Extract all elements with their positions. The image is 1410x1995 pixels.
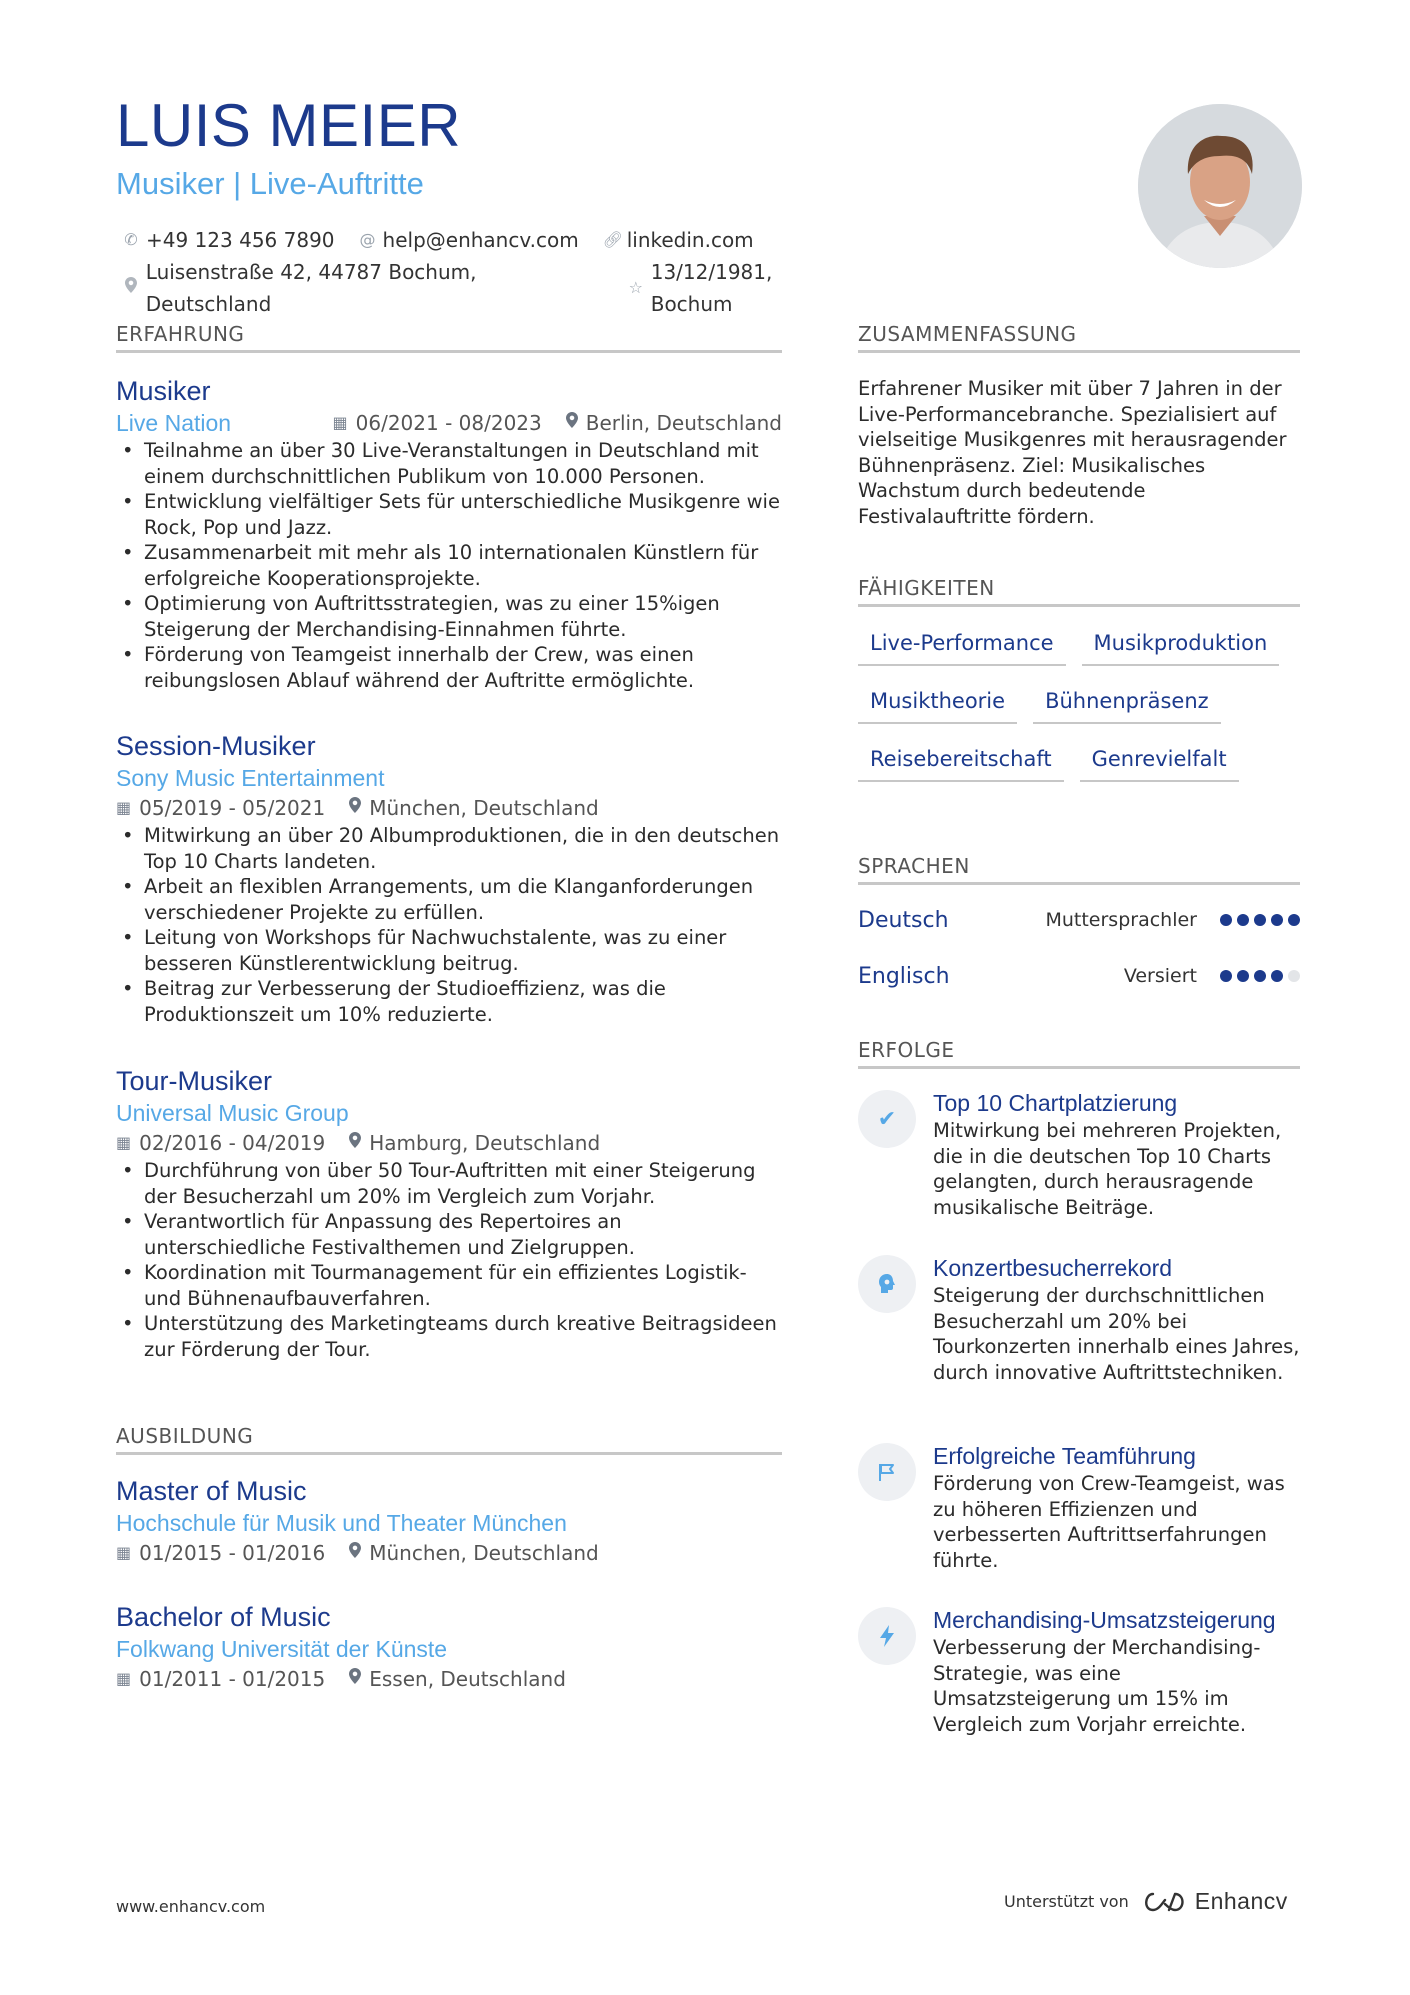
achievement-desc: Verbesserung der Merchandising-Strategie, was eine Umsatzsteigerung um 15% im Vergleich zum Vorjahr erreichte.: [933, 1636, 1261, 1736]
language-level: Muttersprachler: [1045, 909, 1197, 931]
list-item: • Beitrag zur Verbesserung der Studioeffizienz, was die Produktionszeit um 10% reduzierte.: [116, 976, 782, 1027]
phone-text: +49 123 456 7890: [146, 228, 335, 252]
profile-photo: [1138, 104, 1302, 268]
rating-dot-filled: [1271, 970, 1283, 982]
education-meta: [116, 1538, 782, 1568]
job-dates: 06/2021 - 08/2023: [355, 411, 542, 435]
achievement-desc: Mitwirkung bei mehreren Projekten, die in die deutschen Top 10 Charts gelangten, durch herausragende musikalische Beiträge.: [933, 1119, 1282, 1219]
achievement-title: Erfolgreiche Teamführung: [933, 1443, 1196, 1469]
job-title: Tour-Musiker: [116, 1066, 273, 1096]
rating-dot-filled: [1237, 914, 1249, 926]
list-item: • Förderung von Teamgeist innerhalb der Crew, was einen reibungslosen Ablauf während der Auftritte ermöglichte.: [116, 642, 782, 693]
birth-contact: [627, 256, 858, 320]
at-icon: @: [359, 230, 376, 249]
rating-dot-filled: [1220, 914, 1232, 926]
summary-text: Erfahrener Musiker mit über 7 Jahren in der Live-Performancebranche. Spezialisiert auf vielseitige Musikgenres mit herausragender Bühnenpräsenz. Ziel: Musikalisches Wachstum durch bedeutende Festivalauftritte fördern.: [858, 377, 1287, 528]
job-title: Musiker: [116, 376, 211, 406]
language-rating: [1215, 970, 1300, 982]
link-icon: 🔗︎: [602, 230, 624, 249]
rating-dot-filled: [1254, 970, 1266, 982]
language-level: Versiert: [1123, 965, 1197, 987]
footer-brand: [1004, 1888, 1288, 1915]
language-row: [858, 892, 1300, 948]
job-dates: 02/2016 - 04/2019: [139, 1131, 326, 1155]
address-text: Luisenstraße 42, 44787 Bochum, Deutschland: [145, 260, 477, 316]
company-name: Universal Music Group: [116, 1100, 349, 1126]
rating-dot-filled: [1220, 970, 1232, 982]
job-bullets: [116, 823, 782, 1027]
company-name: Live Nation: [116, 410, 232, 436]
education-heading: AUSBILDUNG: [116, 1424, 782, 1455]
list-item: • Koordination mit Tourmanagement für ein effizientes Logistik- und Bühnenaufbauverfahren.: [116, 1260, 782, 1311]
achievement-title: Konzertbesucherrekord: [933, 1255, 1173, 1281]
location-pin-icon: [566, 408, 578, 438]
achievement-title: Top 10 Chartplatzierung: [933, 1090, 1178, 1116]
location-pin-icon: [349, 1538, 361, 1568]
company-name: Sony Music Entertainment: [116, 765, 385, 791]
list-item: • Entwicklung vielfältiger Sets für unterschiedliche Musikgenre wie Rock, Pop und Jazz.: [116, 489, 782, 540]
skill-tag: Musiktheorie: [858, 682, 1017, 724]
job-location: München, Deutschland: [369, 796, 599, 820]
location-pin-icon: [349, 1128, 361, 1158]
calendar-icon: ▦: [116, 798, 132, 817]
achievement-item: [858, 1441, 1300, 1573]
job-meta: [116, 793, 782, 823]
calendar-icon: ▦: [116, 1133, 132, 1152]
skill-tag: Genrevielfalt: [1080, 740, 1239, 782]
list-item: • Unterstützung des Marketingteams durch kreative Beitragsideen zur Förderung der Tour.: [116, 1311, 782, 1362]
education-location: Essen, Deutschland: [369, 1667, 566, 1691]
school-name: Hochschule für Musik und Theater München: [116, 1510, 567, 1536]
education-dates: 01/2011 - 01/2015: [139, 1667, 326, 1691]
head-icon: [858, 1255, 916, 1313]
rating-dot-filled: [1271, 914, 1283, 926]
linkedin-contact[interactable]: [603, 224, 754, 256]
contact-info: [122, 224, 882, 320]
list-item: • Verantwortlich für Anpassung des Repertoires an unterschiedliche Festivalthemen und Zielgruppen.: [116, 1209, 782, 1260]
linkedin-text: linkedin.com: [626, 228, 754, 252]
achievement-desc: Förderung von Crew-Teamgeist, was zu höheren Effizienzen und verbesserten Auftrittserfahrungen führte.: [933, 1472, 1285, 1572]
education-item-1: [116, 1474, 782, 1568]
list-item: • Mitwirkung an über 20 Albumproduktionen, die in den deutschen Top 10 Charts landeten.: [116, 823, 782, 874]
achievement-item: [858, 1253, 1300, 1385]
skill-tag: Live-Performance: [858, 624, 1066, 666]
footer-website[interactable]: www.enhancv.com: [116, 1897, 266, 1916]
achievements-heading: ERFOLGE: [858, 1038, 1300, 1069]
rating-dot-empty: [1288, 970, 1300, 982]
job-2: [116, 729, 782, 1027]
education-dates: 01/2015 - 01/2016: [139, 1541, 326, 1565]
job-bullets: [116, 1158, 782, 1362]
job-location: Hamburg, Deutschland: [369, 1131, 601, 1155]
phone-icon: ✆: [124, 230, 138, 249]
email-contact[interactable]: [359, 224, 579, 256]
list-item: • Zusammenarbeit mit mehr als 10 internationalen Künstlern für erfolgreiche Kooperationsprojekte.: [116, 540, 782, 591]
achievement-desc: Steigerung der durchschnittlichen Besucherzahl um 20% bei Tourkonzerten innerhalb eines Jahres, durch innovative Auftrittstechniken.: [933, 1284, 1300, 1384]
skill-tag: Musikproduktion: [1082, 624, 1280, 666]
calendar-icon: ▦: [332, 413, 348, 432]
list-item: • Leitung von Workshops für Nachwuchstalente, was zu einer besseren Künstlerentwicklung beitrug.: [116, 925, 782, 976]
candidate-title: Musiker | Live-Auftritte: [116, 166, 424, 201]
check-icon: ✔: [858, 1090, 916, 1148]
list-item: • Arbeit an flexiblen Arrangements, um die Klanganforderungen verschiedener Projekte zu erfüllen.: [116, 874, 782, 925]
education-location: München, Deutschland: [369, 1541, 599, 1565]
achievement-item: [858, 1088, 1300, 1220]
job-location: Berlin, Deutschland: [585, 411, 782, 435]
job-title: Session-Musiker: [116, 731, 316, 761]
location-pin-icon: [122, 272, 140, 304]
rating-dot-filled: [1288, 914, 1300, 926]
brand-name: Enhancv: [1194, 1888, 1288, 1914]
language-rating: [1215, 914, 1300, 926]
address-contact: [122, 256, 603, 320]
email-text: help@enhancv.com: [382, 228, 579, 252]
language-name: Englisch: [858, 963, 950, 989]
list-item: • Teilnahme an über 30 Live-Veranstaltungen in Deutschland mit einem durchschnittlichen Publikum von 10.000 Personen.: [116, 438, 782, 489]
school-name: Folkwang Universität der Künste: [116, 1636, 448, 1662]
language-row: [858, 948, 1300, 1004]
list-item: • Optimierung von Auftrittsstrategien, was zu einer 15%igen Steigerung der Merchandising-Einnahmen führte.: [116, 591, 782, 642]
job-meta: [333, 408, 782, 438]
degree-title: Bachelor of Music: [116, 1602, 331, 1632]
job-1: [116, 374, 782, 693]
enhancv-logo-icon: [1141, 1890, 1187, 1914]
job-dates: 05/2019 - 05/2021: [139, 796, 326, 820]
location-pin-icon: [349, 1664, 361, 1694]
skills-heading: FÄHIGKEITEN: [858, 576, 1300, 607]
calendar-icon: ▦: [116, 1543, 132, 1562]
rating-dot-filled: [1237, 970, 1249, 982]
job-meta: [116, 1128, 782, 1158]
phone-contact: [122, 224, 335, 256]
education-item-2: [116, 1600, 782, 1694]
experience-heading: ERFAHRUNG: [116, 322, 782, 353]
achievement-title: Merchandising-Umsatzsteigerung: [933, 1607, 1276, 1633]
degree-title: Master of Music: [116, 1476, 307, 1506]
skill-tag: Reisebereitschaft: [858, 740, 1064, 782]
summary-heading: ZUSAMMENFASSUNG: [858, 322, 1300, 353]
skills-list: [858, 624, 1300, 798]
list-item: • Durchführung von über 50 Tour-Auftritten mit einer Steigerung der Besucherzahl um 20% im Vergleich zum Vorjahr.: [116, 1158, 782, 1209]
rating-dot-filled: [1254, 914, 1266, 926]
calendar-icon: ▦: [116, 1669, 132, 1688]
powered-by-text: Unterstützt von: [1004, 1892, 1129, 1911]
lightning-icon: [858, 1607, 916, 1665]
birth-text: 13/12/1981, Bochum: [650, 260, 773, 316]
job-3: [116, 1064, 782, 1362]
candidate-name: LUIS MEIER: [116, 92, 462, 159]
job-bullets: [116, 438, 782, 693]
skill-tag: Bühnenpräsenz: [1033, 682, 1221, 724]
languages-list: [858, 892, 1300, 1004]
achievement-item: [858, 1605, 1300, 1737]
education-meta: [116, 1664, 782, 1694]
flag-icon: [858, 1443, 916, 1501]
location-pin-icon: [349, 793, 361, 823]
languages-heading: SPRACHEN: [858, 854, 1300, 885]
language-name: Deutsch: [858, 907, 949, 933]
star-icon: ☆: [628, 278, 643, 297]
